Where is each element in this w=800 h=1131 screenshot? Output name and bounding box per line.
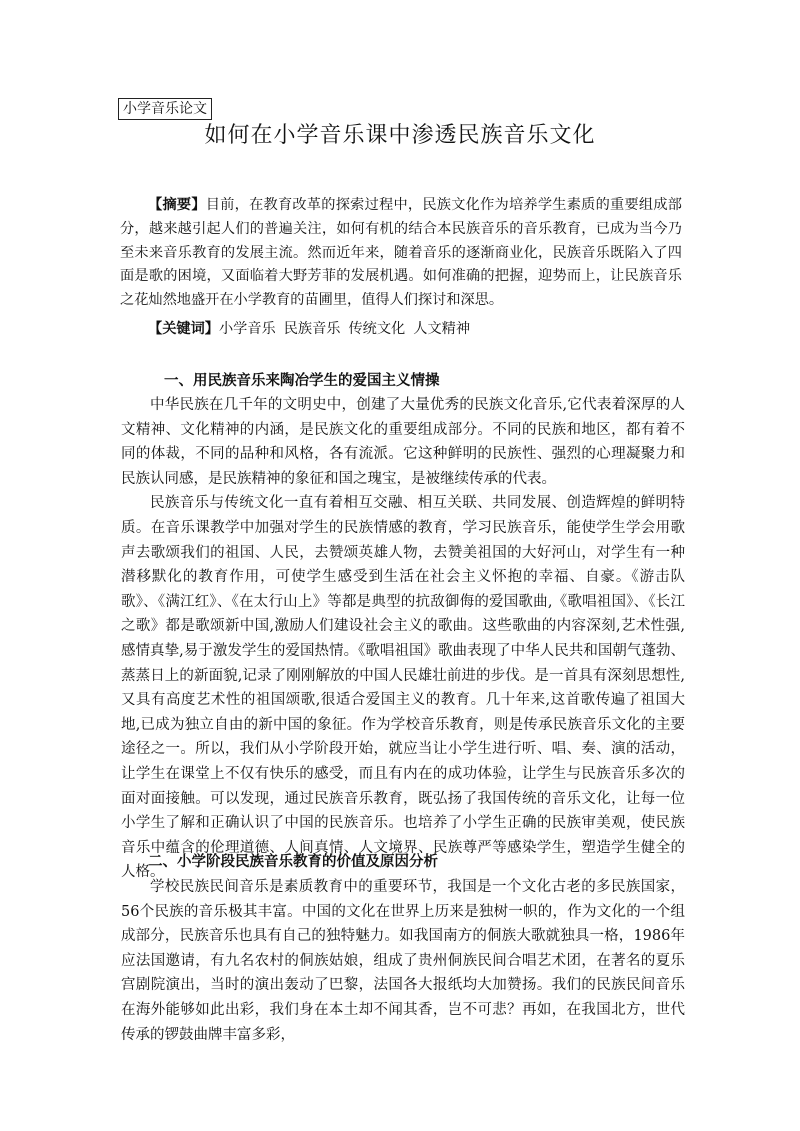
section-heading: 二、小学阶段民族音乐教育的价值及原因分析 <box>148 854 438 870</box>
section-heading: 一、用民族音乐来陶冶学生的爱国主义情操 <box>164 373 440 389</box>
category-tag: 小学音乐论文 <box>118 98 212 120</box>
body-paragraph: 民族音乐与传统文化一直有着相互交融、相互关联、共同发展、创造辉煌的鲜明特质。在音乐课教学中加强对学生的民族情感的教育，学习民族音乐，能使学生学会用歌声去歌颂我们的祖国、人民，去赞颂英雄人物，去赞美祖国的大好河山，对学生有一种潜移默化的教育作用，可使学生感受到生活在社会主义怀抱的幸福、自豪。《游击队歌》、《满江红》、《在太行山上》等都是典型的抗敌御侮的爱国歌曲,《歌唱祖国》、《长江之歌》都是歌颂新中国,激励人们建设社会主义的歌曲。这些歌曲的内容深刻,艺术性强,感情真挚,易于激发学生的爱国热情。《歌唱祖国》歌曲表现了中华人民共和国朝气蓬勃、蒸蒸日上的新面貌,记录了刚刚解放的中国人民雄壮前进的步伐。是一首具有深刻思想性,又具有高度艺术性的祖国颂歌,很适合爱国主义的教育。几十年来,这首歌传遍了祖国大地,已成为独立自由的新中国的象征。作为学校音乐教育，则是传承民族音乐文化的主要途径之一。所以，我们从小学阶段开始，就应当让小学生进行听、唱、奏、演的活动，让学生在课堂上不仅有快乐的感受，而且有内在的成功体验，让学生与民族音乐多次的面对面接触。可以发现，通过民族音乐教育，既弘扬了我国传统的音乐文化，让每一位小学生了解和正确认识了中国的民族音乐。也培养了小学生正确的民族审美观，使民族音乐中蕴含的伦理道德、人间真情、人文境界、民族尊严等感染学生，塑造学生健全的人格。 <box>121 495 685 881</box>
keyword-item: 民族音乐 <box>283 321 341 337</box>
page-title: 如何在小学音乐课中渗透民族音乐文化 <box>204 123 596 148</box>
keyword-item: 人文精神 <box>413 321 471 337</box>
abstract <box>120 194 682 313</box>
abstract-text: 目前，在教育改革的探索过程中，民族文化作为培养学生素质的重要组成部分，越来越引起人们的普遍关注，如何有机的结合本民族音乐的音乐教育，已成为当今乃至未来音乐教育的发展主流。然而近年来，随着音乐的逐渐商业化，民族音乐既陷入了四面是歌的困境，又面临着大野芳菲的发展机遇。如何准确的把握，迎势而上，让民族音乐之花灿然地盛开在小学教育的苗圃里，值得人们探讨和深思。 <box>120 197 682 309</box>
section-body <box>121 393 685 885</box>
keywords-label: 【关键词】 <box>148 321 219 337</box>
body-paragraph: 中华民族在几千年的文明史中，创建了大量优秀的民族文化音乐,它代表着深厚的人文精神、文化精神的内涵，是民族文化的重要组成部分。不同的民族和地区，都有着不同的体裁，不同的品种和风格，各有流派。它这种鲜明的民族性、强烈的心理凝聚力和民族认同感，是民族精神的象征和国之瑰宝，是被继续传承的代表。 <box>121 397 685 487</box>
body-paragraph: 学校民族民间音乐是素质教育中的重要环节，我国是一个文化古老的多民族国家，56个民族的音乐极其丰富。中国的文化在世界上历来是独树一帜的，作为文化的一个组成部分，民族音乐也具有自己的独特魅力。如我国南方的侗族大歌就独具一格，1986年应法国邀请，有九名农村的侗族姑娘，组成了贵州侗族民间合唱艺术团，在著名的夏乐宫剧院演出，当时的演出轰动了巴黎，法国各大报纸均大加赞扬。我们的民族民间音乐在海外能够如此出彩，我们身在本土却不闻其香，岂不可悲？再如，在我国北方，世代传承的锣鼓曲牌丰富多彩， <box>121 879 685 1043</box>
section-body <box>121 875 685 1047</box>
keyword-item: 小学音乐 <box>218 321 276 337</box>
abstract-paragraph <box>120 194 682 313</box>
keywords <box>148 318 688 340</box>
abstract-label: 【摘要】 <box>148 197 206 213</box>
keyword-item: 传统文化 <box>348 321 406 337</box>
